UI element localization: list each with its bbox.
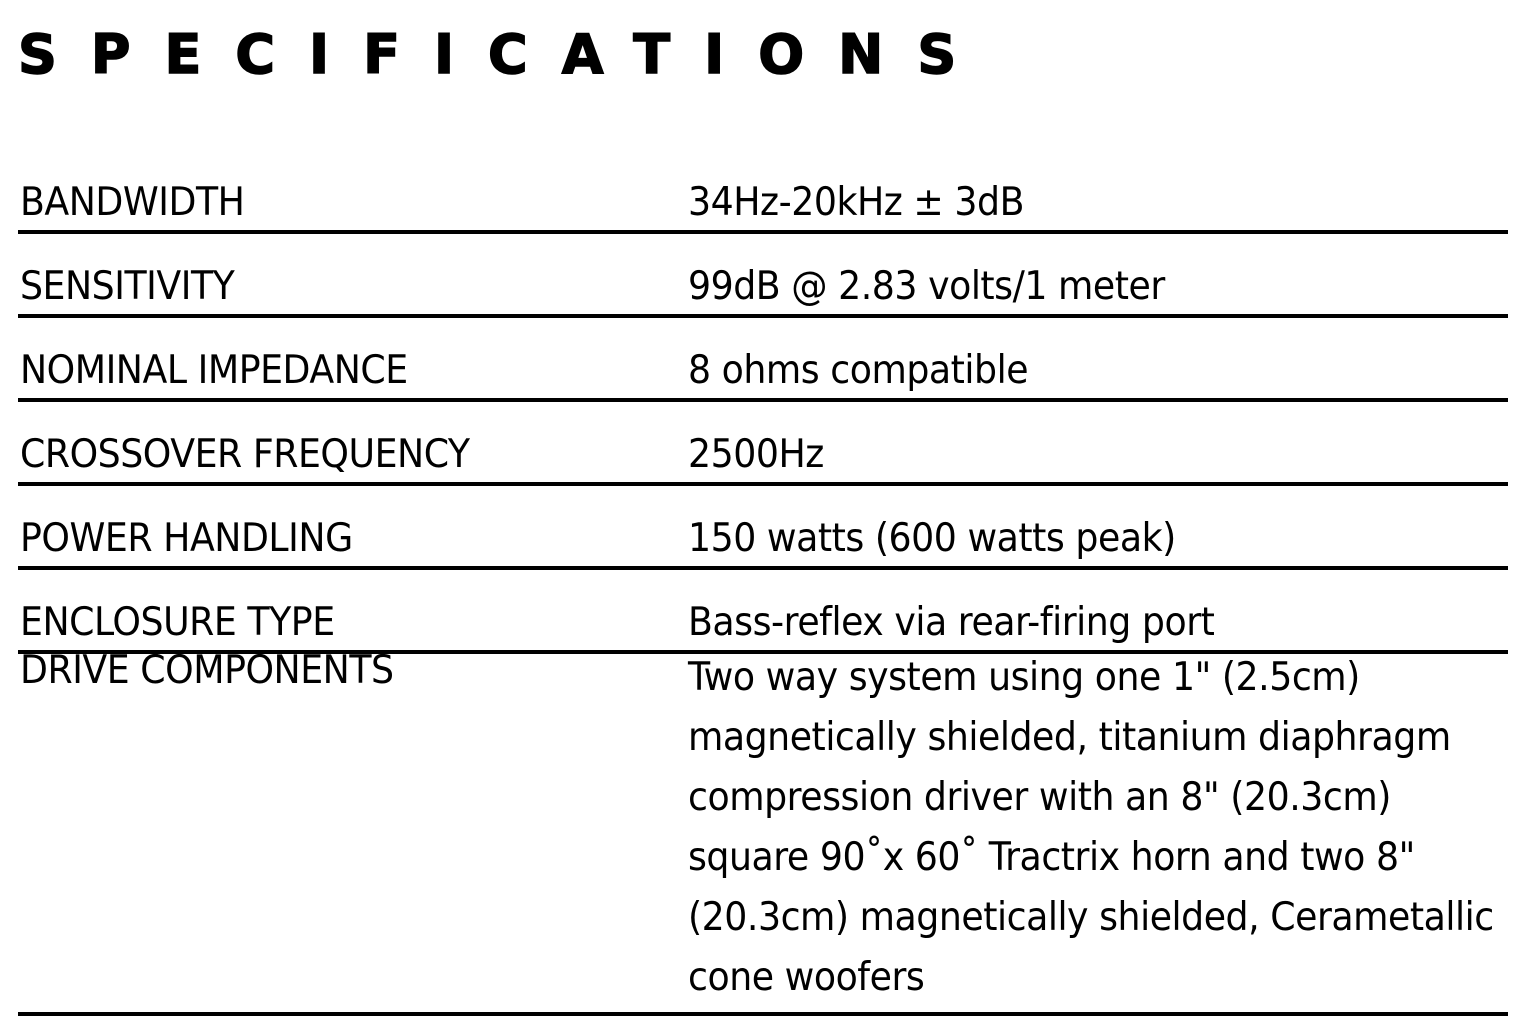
spec-row-nominal-impedance	[18, 318, 1508, 402]
spec-row-bandwidth	[18, 165, 1508, 234]
spec-value: 2500Hz	[688, 432, 824, 477]
spec-label: SENSITIVITY	[20, 264, 235, 309]
spec-row-drive-components	[18, 648, 1508, 1016]
page-title: SPECIFICATIONS	[18, 23, 991, 86]
spec-value-line: magnetically shielded, titanium diaphragm	[688, 715, 1451, 760]
specifications-table	[18, 165, 1508, 1016]
spec-label: ENCLOSURE TYPE	[20, 600, 335, 645]
spec-label: NOMINAL IMPEDANCE	[20, 348, 408, 393]
spec-value: 150 watts (600 watts peak)	[688, 516, 1176, 561]
spec-label: DRIVE COMPONENTS	[20, 648, 394, 693]
spec-value-line: square 90˚x 60˚ Tractrix horn and two 8"	[688, 835, 1415, 880]
spec-value	[688, 648, 1494, 1008]
spec-value-line: cone woofers	[688, 955, 925, 1000]
spec-label: POWER HANDLING	[20, 516, 353, 561]
spec-value-line: compression driver with an 8" (20.3cm)	[688, 775, 1391, 820]
spec-value: Bass-reflex via rear-firing port	[688, 600, 1215, 645]
spec-label: CROSSOVER FREQUENCY	[20, 432, 470, 477]
spec-value-line: (20.3cm) magnetically shielded, Cerametallic	[688, 895, 1494, 940]
spec-value: 8 ohms compatible	[688, 348, 1029, 393]
spec-label: BANDWIDTH	[20, 180, 245, 225]
spec-value: 99dB @ 2.83 volts/1 meter	[688, 264, 1165, 309]
spec-value: 34Hz-20kHz ± 3dB	[688, 180, 1025, 225]
spec-row-power-handling	[18, 486, 1508, 570]
spec-value-line: Two way system using one 1" (2.5cm)	[688, 655, 1360, 700]
spec-row-sensitivity	[18, 234, 1508, 318]
spec-row-enclosure-type	[18, 570, 1508, 654]
spec-row-crossover-frequency	[18, 402, 1508, 486]
